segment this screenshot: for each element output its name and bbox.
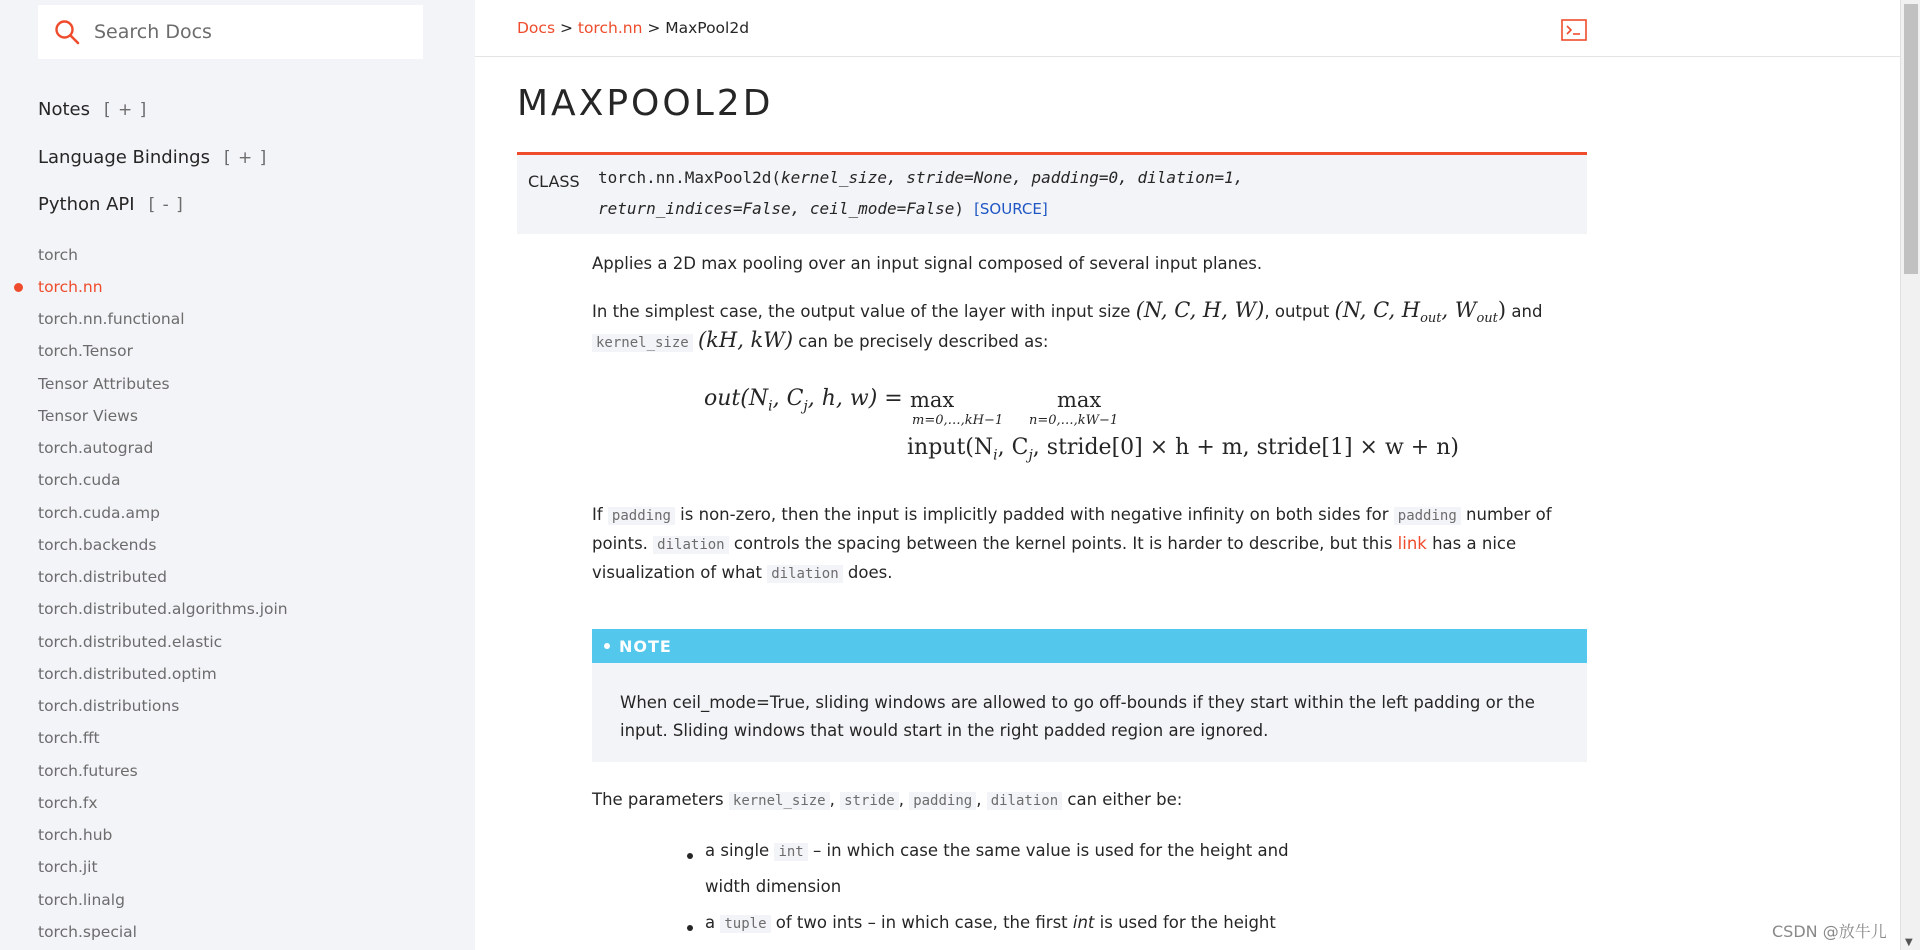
signature-line-2	[598, 199, 1048, 218]
sidebar-item-torch-cuda-amp[interactable]: torch.cuda.amp	[38, 504, 160, 522]
list-item-single-int	[705, 841, 1289, 860]
paragraph-parameters	[592, 785, 1182, 816]
list-bullet	[687, 925, 693, 931]
code-int: int	[774, 843, 807, 861]
math-sub: i	[768, 398, 773, 415]
note-body	[592, 663, 1587, 762]
text: int	[1072, 913, 1095, 932]
expand-toggle[interactable]: [ + ]	[104, 99, 148, 120]
text: and	[1506, 302, 1543, 321]
math-text: (kH, kW)	[697, 328, 794, 352]
paragraph-intro: Applies a 2D max pooling over an input signal composed of several input planes.	[592, 254, 1263, 273]
search-input[interactable]	[38, 5, 423, 59]
sidebar-section-notes[interactable]	[38, 99, 147, 120]
code-tuple: tuple	[720, 915, 770, 933]
sidebar-item-torch-distributed-elastic[interactable]: torch.distributed.elastic	[38, 633, 223, 651]
paragraph-padding-line-3	[592, 558, 892, 589]
paragraph-padding-line-1	[592, 500, 1552, 531]
sidebar-item-torch-linalg[interactable]: torch.linalg	[38, 891, 125, 909]
formula-max-1: max	[910, 388, 955, 412]
text: can either be:	[1062, 790, 1183, 809]
text: ,	[829, 790, 841, 809]
main-content	[475, 57, 1900, 950]
code-stride: stride	[840, 792, 899, 810]
math-sub: out	[1476, 311, 1498, 327]
sidebar-item-torch-hub[interactable]: torch.hub	[38, 826, 113, 844]
formula-max-2: max	[1057, 388, 1102, 412]
sidebar-item-tensor-views[interactable]: Tensor Views	[38, 407, 138, 425]
note-bullet-icon	[604, 643, 610, 649]
dilation-visualization-link[interactable]: link	[1397, 534, 1427, 553]
breadcrumb-current: MaxPool2d	[665, 19, 750, 37]
sidebar-item-torch-distributions[interactable]: torch.distributions	[38, 697, 180, 715]
sidebar-item-torch-futures[interactable]: torch.futures	[38, 762, 138, 780]
sidebar-item-torch-backends[interactable]: torch.backends	[38, 536, 157, 554]
signature-line-1	[598, 168, 1243, 187]
search-placeholder: Search Docs	[94, 21, 212, 43]
expand-toggle[interactable]: [ + ]	[223, 147, 268, 168]
sidebar-item-torch[interactable]: torch	[38, 246, 78, 264]
sidebar-item-torch-autograd[interactable]: torch.autograd	[38, 439, 154, 457]
source-link[interactable]: [SOURCE]	[974, 200, 1048, 218]
math-text: (N, C, H	[1334, 298, 1421, 322]
text: a single	[705, 841, 775, 860]
text: can be precisely described as:	[793, 332, 1049, 351]
text: In the simplest case, the output value of the layer with input size	[592, 302, 1136, 321]
math-sub: out	[1420, 311, 1442, 327]
breadcrumb-separator: >	[642, 19, 666, 37]
sidebar-item-torch-nn[interactable]: torch.nn	[38, 278, 103, 296]
formula-lhs	[704, 386, 903, 414]
text: is used for the height	[1094, 913, 1276, 932]
text: If	[592, 505, 608, 524]
code-dilation: dilation	[653, 536, 728, 554]
list-item-single-int-cont: width dimension	[705, 877, 842, 896]
note-text-line-2: input. Sliding windows that would start in the right padded region are ignored.	[620, 721, 1269, 740]
active-item-indicator	[14, 283, 23, 292]
text: ,	[898, 790, 910, 809]
watermark: CSDN @放牛儿	[1772, 922, 1887, 941]
sidebar-item-torch-fx[interactable]: torch.fx	[38, 794, 98, 812]
text: number of	[1460, 505, 1552, 524]
code-padding: padding	[909, 792, 976, 810]
paragraph-padding-line-2	[592, 529, 1516, 560]
math-sub: m=0,…,kH−1	[912, 413, 1004, 428]
class-label: CLASS	[528, 172, 580, 191]
code-padding: padding	[608, 507, 675, 525]
signature-params: kernel_size, stride=None, padding=0, dilation=1,	[781, 168, 1244, 187]
sidebar-section-python-api[interactable]	[38, 194, 184, 215]
collapse-toggle[interactable]: [ - ]	[148, 194, 184, 215]
text: has a nice	[1426, 534, 1517, 553]
code-kernel-size: kernel_size	[592, 334, 693, 352]
math-sub: j	[803, 398, 808, 415]
sidebar	[0, 0, 475, 950]
sidebar-item-torch-special[interactable]: torch.special	[38, 923, 137, 941]
section-label: Notes	[38, 99, 90, 120]
class-signature	[517, 152, 1587, 234]
scroll-down-arrow-icon[interactable]: ▼	[1905, 937, 1913, 948]
sidebar-item-torch-fft[interactable]: torch.fft	[38, 729, 100, 747]
list-bullet	[687, 853, 693, 859]
text: is non-zero, then the input is implicitly padded with negative infinity on both sides for	[674, 505, 1394, 524]
text: – in which case the same value is used for the height and	[807, 841, 1289, 860]
breadcrumb-docs-link[interactable]: Docs	[517, 19, 556, 37]
math-text: , C	[997, 435, 1029, 460]
breadcrumb	[517, 19, 749, 37]
math-sub: j	[1028, 447, 1033, 464]
top-bar	[475, 0, 1900, 57]
sidebar-item-torch-tensor[interactable]: torch.Tensor	[38, 342, 133, 360]
scrollbar-thumb[interactable]	[1904, 4, 1918, 274]
scrollbar[interactable]	[1900, 0, 1920, 950]
note-title: NOTE	[619, 636, 672, 656]
breadcrumb-separator: >	[555, 19, 578, 37]
signature-params: return_indices=False, ceil_mode=False	[598, 199, 955, 218]
sidebar-item-torch-nn-functional[interactable]: torch.nn.functional	[38, 310, 185, 328]
search-icon	[54, 19, 80, 45]
math-text: , W	[1441, 298, 1477, 322]
code-dilation: dilation	[767, 565, 842, 583]
sidebar-item-torch-distributed-optim[interactable]: torch.distributed.optim	[38, 665, 217, 683]
formula-max-1-sub	[912, 413, 1003, 428]
text: controls the spacing between the kernel points. It is harder to describe, but this	[728, 534, 1398, 553]
note-header	[592, 629, 1587, 663]
formula-rhs	[907, 435, 1459, 463]
text: visualization of what	[592, 563, 768, 582]
text: The parameters	[592, 790, 729, 809]
paragraph-simplest-case-line-2	[592, 325, 1048, 358]
sidebar-item-tensor-attributes[interactable]: Tensor Attributes	[38, 375, 170, 393]
math-input-size	[1136, 298, 1265, 322]
code-padding: padding	[1394, 507, 1461, 525]
math-text: out(N	[704, 386, 769, 411]
signature-name: torch.nn.MaxPool2d(	[598, 168, 782, 187]
code-dilation: dilation	[987, 792, 1062, 810]
math-text: (N, C, H, W)	[1135, 298, 1265, 322]
text: of two ints – in which case, the first	[770, 913, 1073, 932]
sidebar-item-torch-distributed-algorithms-join[interactable]: torch.distributed.algorithms.join	[38, 600, 288, 618]
signature-close: )	[954, 199, 965, 218]
sidebar-section-language-bindings[interactable]	[38, 147, 267, 168]
breadcrumb-torch-nn-link[interactable]: torch.nn	[577, 19, 643, 37]
math-text: )	[1497, 298, 1507, 322]
terminal-icon[interactable]	[1561, 19, 1587, 41]
text: does.	[842, 563, 893, 582]
math-sub: n=0,…,kW−1	[1029, 413, 1119, 428]
math-text: , h, w) =	[807, 386, 903, 411]
math-text: , C	[772, 386, 804, 411]
text: a	[705, 913, 721, 932]
code-kernel-size: kernel_size	[729, 792, 830, 810]
list-item-tuple	[705, 913, 1276, 932]
sidebar-item-torch-jit[interactable]: torch.jit	[38, 858, 98, 876]
sidebar-item-torch-cuda[interactable]: torch.cuda	[38, 471, 121, 489]
math-text: input(N	[907, 435, 994, 460]
page-title: MAXPOOL2D	[517, 83, 774, 124]
text: ,	[976, 790, 987, 809]
text: , output	[1264, 302, 1335, 321]
math-text: , stride[0] × h + m, stride[1] × w + n)	[1032, 435, 1459, 460]
section-label: Language Bindings	[38, 147, 210, 168]
formula-max-2-sub	[1029, 413, 1118, 428]
text: points.	[592, 534, 654, 553]
math-output-size	[1334, 298, 1507, 327]
section-label: Python API	[38, 194, 135, 215]
math-sub: i	[993, 447, 998, 464]
sidebar-item-torch-distributed[interactable]: torch.distributed	[38, 568, 167, 586]
math-kernel	[698, 328, 793, 352]
note-text-line-1: When ceil_mode=True, sliding windows are allowed to go off-bounds if they start within the left padding or the	[620, 693, 1535, 712]
